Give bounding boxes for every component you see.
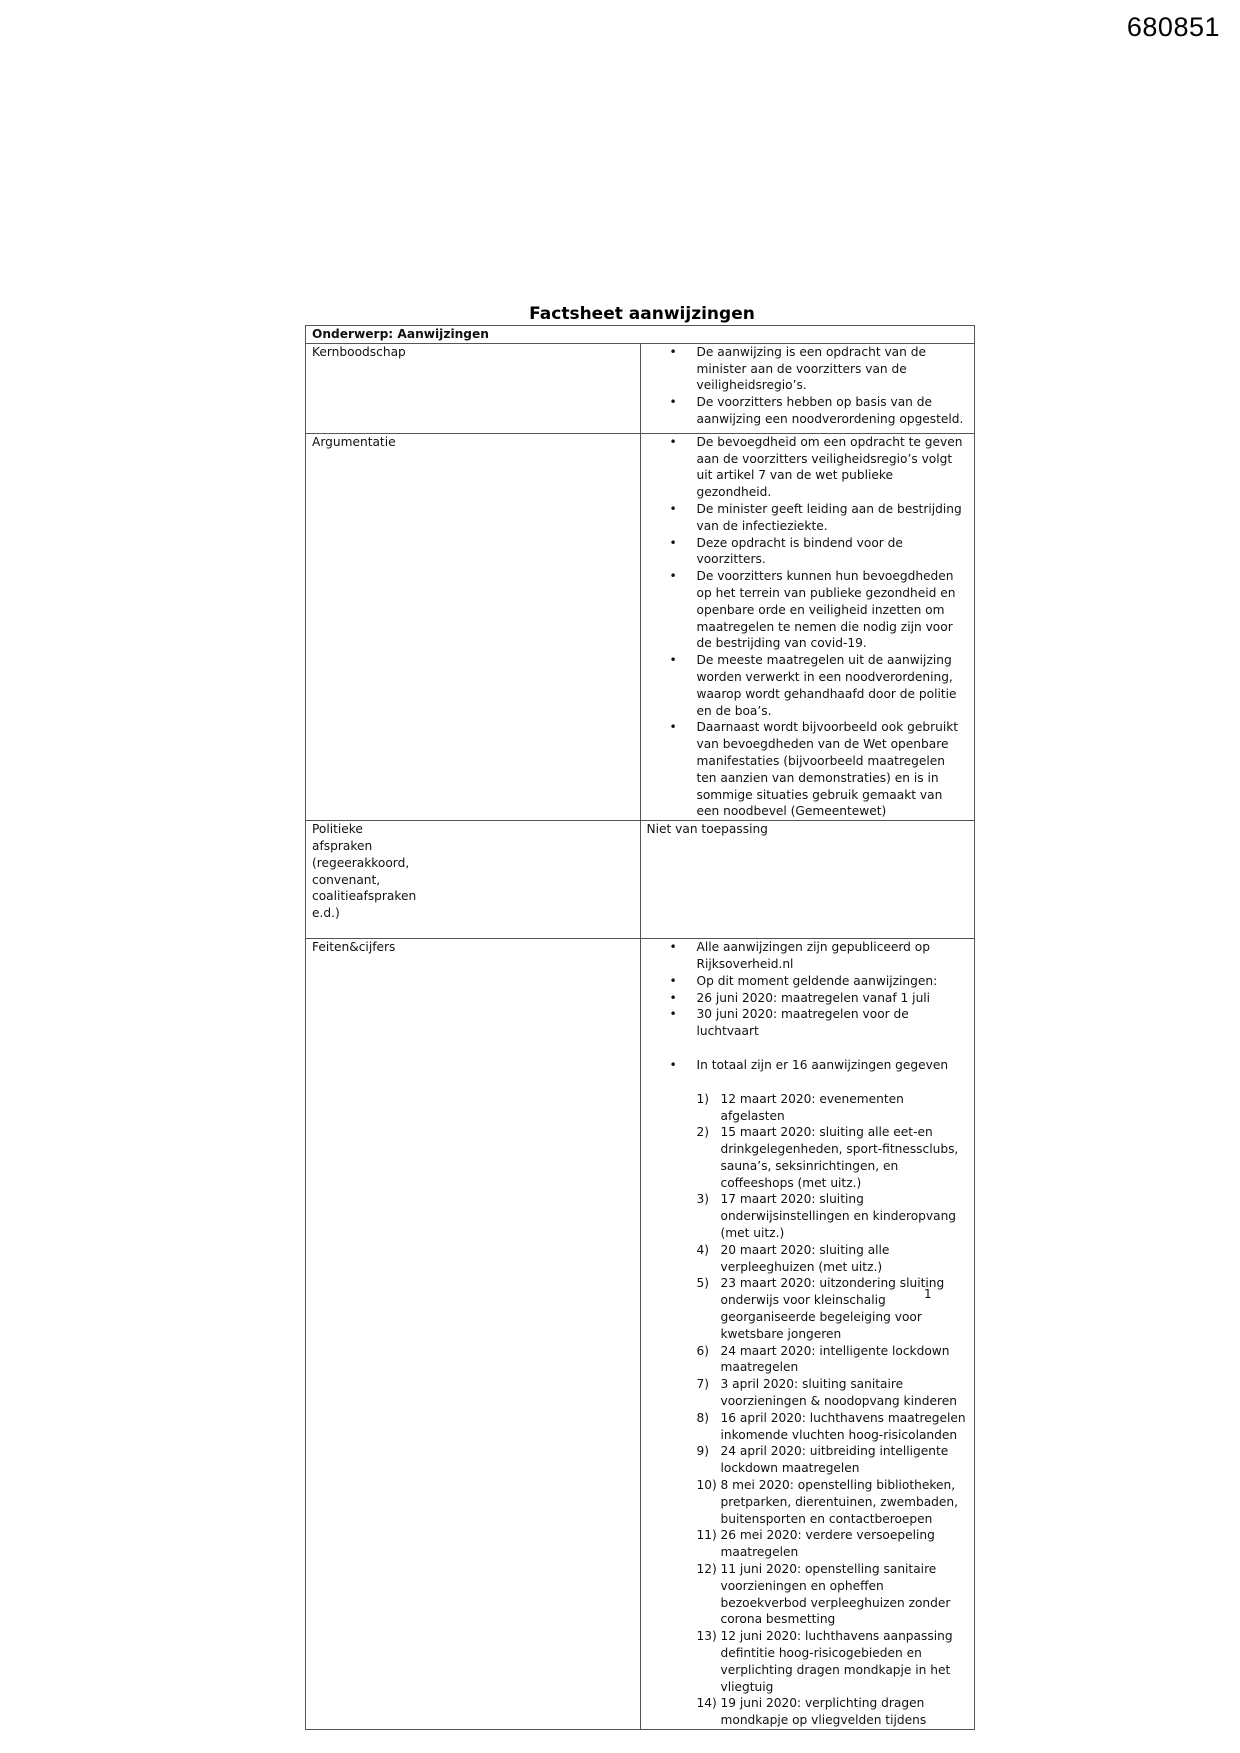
- label-line: convenant,: [312, 872, 381, 887]
- list-item: [647, 1343, 969, 1377]
- label-line: Politieke: [312, 822, 363, 837]
- list-text: 16 april 2020: luchthavens maatregelen inkomende vluchten hoog-risicolanden: [720, 1410, 966, 1442]
- list-item: • De aanwijzing is een opdracht van de minister aan de voorzitters van de veiligheidsregio’s.: [647, 344, 969, 394]
- list-text: 15 maart 2020: sluiting alle eet-en drinkgelegenheden, sport-fitnessclubs, sauna’s, seksinrichtingen, en coffeeshops (met uitz.): [720, 1125, 959, 1190]
- list-item: • Alle aanwijzingen zijn gepubliceerd op Rijksoverheid.nl: [647, 939, 969, 973]
- list-number: 11): [696, 1528, 717, 1543]
- feiten-total-bullet: [647, 1057, 969, 1074]
- list-number: 6): [696, 1343, 710, 1358]
- list-item: • De voorzitters hebben op basis van de aanwijzing een noodverordening opgesteld.: [647, 394, 969, 428]
- list-text: 20 maart 2020: sluiting alle verpleeghuizen (met uitz.): [720, 1242, 890, 1274]
- kernboodschap-label: Kernboodschap: [306, 343, 641, 433]
- list-item: • 30 juni 2020: maatregelen voor de luchtvaart: [647, 1006, 969, 1040]
- list-number: 10): [696, 1478, 717, 1493]
- list-item: [647, 1477, 969, 1527]
- list-text: 24 april 2020: uitbreiding intelligente lockdown maatregelen: [720, 1444, 949, 1476]
- feiten-cijfers-content: [640, 939, 975, 1730]
- list-item: • Op dit moment geldende aanwijzingen:: [647, 973, 969, 990]
- list-text: 19 juni 2020: verplichting dragen mondkapje op vliegvelden tijdens: [720, 1696, 927, 1728]
- list-item: • De meeste maatregelen uit de aanwijzing worden verwerkt in een noodverordening, waarop wordt gehandhaafd door de politie en de boa’s.: [647, 652, 969, 719]
- list-number: 12): [696, 1562, 717, 1577]
- page-title: Factsheet aanwijzingen: [529, 304, 755, 324]
- document-id: 680851: [1126, 12, 1220, 42]
- kernboodschap-row: [306, 343, 975, 433]
- spacer: [647, 1040, 969, 1057]
- list-item: [647, 1628, 969, 1695]
- label-line: coalitieafspraken: [312, 889, 417, 904]
- factsheet-table: [305, 325, 975, 1730]
- politieke-afspraken-row: [306, 821, 975, 939]
- feiten-cijfers-row: [306, 939, 975, 1730]
- list-item: • De voorzitters kunnen hun bevoegdheden op het terrein van publieke gezondheid en openbare orde en veiligheid inzetten om maatregelen te nemen die nodig zijn voor de bestrijding van covid-19.: [647, 568, 969, 652]
- list-text: 17 maart 2020: sluiting onderwijsinstellingen en kinderopvang (met uitz.): [720, 1192, 957, 1241]
- list-item: [647, 1091, 969, 1125]
- list-number: 9): [696, 1444, 710, 1459]
- list-number: 5): [696, 1276, 710, 1291]
- subject-heading: Onderwerp: Aanwijzingen: [306, 326, 975, 344]
- feiten-cijfers-label: Feiten&cijfers: [306, 939, 641, 1730]
- list-text: 23 maart 2020: uitzondering sluiting onderwijs voor kleinschalig georganiseerde begeleiging voor kwetsbare jongeren: [720, 1276, 945, 1341]
- list-number: 7): [696, 1377, 710, 1392]
- list-item: [647, 1443, 969, 1477]
- politieke-afspraken-label: [306, 821, 641, 939]
- list-item: [647, 1561, 969, 1628]
- list-item: [647, 1695, 969, 1729]
- argumentatie-bullets: [647, 434, 969, 820]
- list-text: 12 juni 2020: luchthavens aanpassing defintitie hoog-risicogebieden en verplichting dragen mondkapje in het vliegtuig: [720, 1629, 953, 1694]
- list-number: 8): [696, 1410, 710, 1425]
- argumentatie-label: Argumentatie: [306, 433, 641, 820]
- list-text: 26 mei 2020: verdere versoepeling maatregelen: [720, 1528, 935, 1560]
- list-item: [647, 1410, 969, 1444]
- list-text: 11 juni 2020: openstelling sanitaire voorzieningen en opheffen bezoekverbod verpleeghuizen zonder corona besmetting: [720, 1562, 951, 1627]
- list-item: • De bevoegdheid om een opdracht te geven aan de voorzitters veiligheidsregio’s volgt uit artikel 7 van de wet publieke gezondheid.: [647, 434, 969, 501]
- list-item: • Deze opdracht is bindend voor de voorzitters.: [647, 535, 969, 569]
- politieke-afspraken-content: Niet van toepassing: [640, 821, 975, 939]
- list-item: [647, 1124, 969, 1191]
- list-item: [647, 1242, 969, 1276]
- list-number: 14): [696, 1696, 717, 1711]
- list-text: 3 april 2020: sluiting sanitaire voorzieningen & noodopvang kinderen: [720, 1377, 957, 1409]
- list-item: [647, 1376, 969, 1410]
- kernboodschap-content: [640, 343, 975, 433]
- spacer: [647, 1074, 969, 1091]
- feiten-bullets: [647, 939, 969, 1040]
- argumentatie-content: [640, 433, 975, 820]
- label-line: afspraken: [312, 838, 373, 853]
- page-number: 1: [924, 1287, 932, 1301]
- list-item: [647, 1527, 969, 1561]
- list-item: [647, 1275, 969, 1342]
- label-line: (regeerakkoord,: [312, 855, 410, 870]
- list-item: • 26 juni 2020: maatregelen vanaf 1 juli: [647, 990, 969, 1007]
- list-text: 12 maart 2020: evenementen afgelasten: [720, 1091, 904, 1123]
- list-number: 1): [696, 1091, 710, 1106]
- kernboodschap-bullets: [647, 344, 969, 428]
- list-text: 8 mei 2020: openstelling bibliotheken, pretparken, dierentuinen, zwembaden, buitensporten en contactberoepen: [720, 1478, 959, 1526]
- list-item: [647, 1191, 969, 1241]
- list-number: 2): [696, 1125, 710, 1140]
- list-text: 24 maart 2020: intelligente lockdown maatregelen: [720, 1343, 950, 1375]
- argumentatie-row: [306, 433, 975, 820]
- subject-row: [306, 326, 975, 344]
- list-number: 3): [696, 1192, 710, 1207]
- list-number: 4): [696, 1242, 710, 1257]
- list-item: • De minister geeft leiding aan de bestrijding van de infectieziekte.: [647, 501, 969, 535]
- label-line: e.d.): [312, 906, 340, 921]
- aanwijzingen-list: [647, 1091, 969, 1729]
- list-item: • Daarnaast wordt bijvoorbeeld ook gebruikt van bevoegdheden van de Wet openbare manifestaties (bijvoorbeeld maatregelen ten aanzien van demonstraties) en is in sommige situaties gebruik gemaakt van een noodbevel (Gemeentewet): [647, 719, 969, 820]
- list-number: 13): [696, 1629, 717, 1644]
- list-item: • In totaal zijn er 16 aanwijzingen gegeven: [647, 1057, 969, 1074]
